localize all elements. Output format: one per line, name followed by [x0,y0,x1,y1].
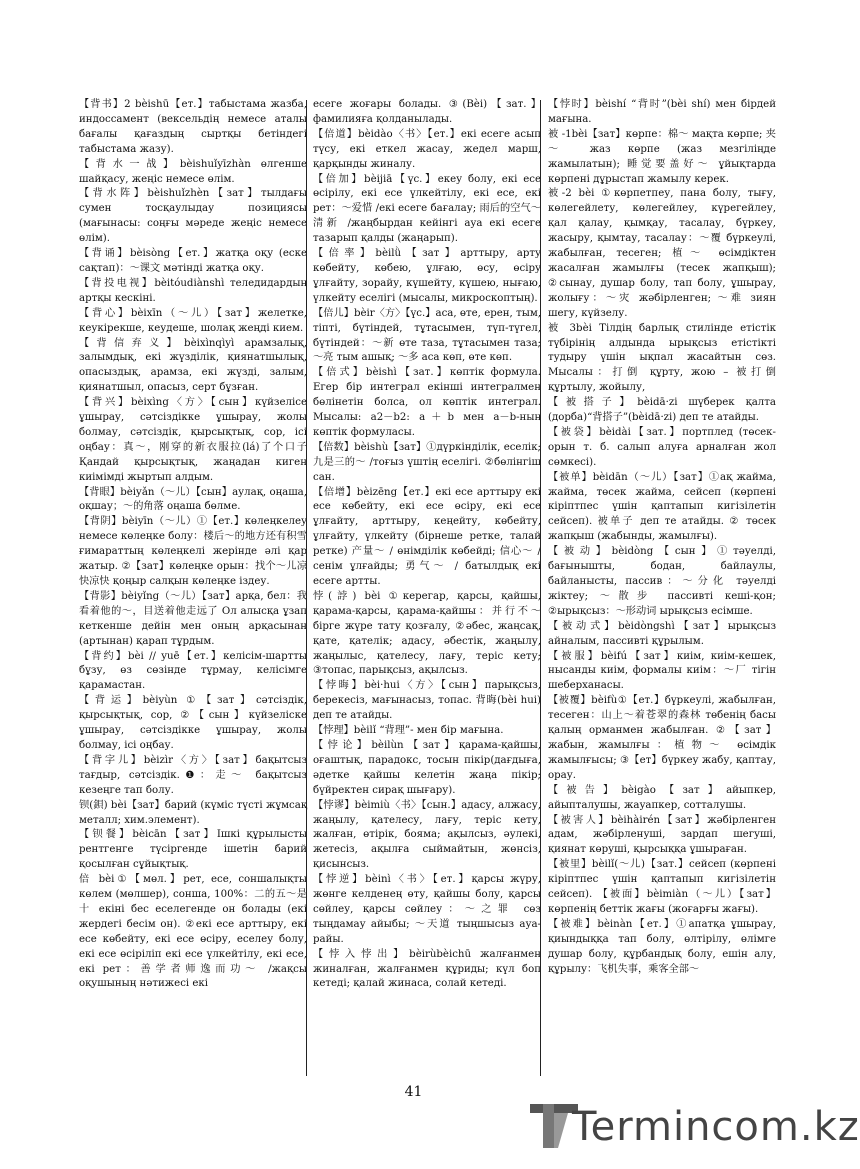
dictionary-entry: 【悖谬】bèimiù〈书〉【сын.】адасу, алжасу, жаңылу, қателесу, лағу, теріс кету, жалған, өтірік, бояма; ақылсыз, әулекі, жетесіз, ақылға сыймайтын, жөнсіз, қисынсыз. [313,799,541,871]
dictionary-entry: 钡(鋇) bèi【зат】барий (күміс түсті жұмсақ металл; хим.элемент). [79,799,307,826]
dictionary-entry: 【倍增】bèizēng【ет.】екі есе арттыру екі есе көбейту, екі есе өсіру, екі есе ұлғайту, арттыру, кеңейту, көбейту, ұлғайту, үлкейту (бірнеше ретке, талай ретке) 产量～ / өнімділік көбейді; 信心～ / сенім ұлғайды; 勇气～ / батылдық екі есеге артты. [313,486,541,587]
dictionary-entry: 【钡餐】bèicān【зат】Ішкі құрылысты рентгенге түсіргенде ішетін барий қосылған сұйықтық. [79,829,307,871]
logo-wordmark: Termincom.kz [572,1104,860,1150]
dictionary-entry: 【背书】2 bèishū【ет.】табыстама жазба, индоссамент (вексельдің немесе аталы бағалы қағаздың сыртқы бетіндегі табыстама жазу). [79,99,307,155]
dictionary-entry: 【被动式】bèidòngshì【зат】ырықсыз айналым, пассивті құрылым. [548,620,776,647]
dictionary-entry: 被-2 bèi ①көрпетпеу, пана болу, тығу, көлегейлету, көлегейлеу, күрегейлеу, қал қалау, қымқау, тасалау, бүркеу, жасыру, қымтау, тасалау：～覆 бүркеулі, жабылған, тесеген; 植～ өсімдіктен жасалған жамылғы (тесек жапқыш); ②сынау, душар болу, тап болу, ұшырау, жолығу：～灾 жәбірленген; ～难 зиян шегу, күйзелу. [548,188,776,319]
dictionary-entry: 【背字儿】bèizìr〈方〉【зат】бақытсыз тағдыр, сәтсіздік.❶：走～ бақытсыз кезеңге тап болу. [79,754,307,796]
dictionary-entry: 【悖时】bèishí “背时”(bèi shí) мен бірдей мағына. [548,99,776,125]
dictionary-entry: 【悖入悖出】bèirùbèichū жалғанмен жиналған, жалғанмен құриды; күл боп кетеді; қалай жинаса, солай кетеді. [313,948,541,990]
dictionary-entry: 被 3bèi Тілдің барлық стилінде етістік түбірінің алдында ырықсыз етістікті тудыру үшін ықпал жасайтын сөз. Мысалы：打倒 құрту, жою – 被打倒 құртылу, жойылу, [548,322,776,394]
dictionary-entry: 【悖逆】bèinì〈书〉【ет.】қарсы жүру, жөнге келденең өту, қайшы болу, қарсы сөйлеу, қарсы сөйлеу：～之罪 сөз тыңдамау айыбы; ～天道 тыңшысыз ауа-райы. [313,874,541,945]
dictionary-entry: 【悖晦】bèi·hui〈方〉【сын】парықсыз, берекесіз, мағынасыз, топас. 背晦(bèi hui) деп те атайды. [313,680,541,722]
dictionary-entry: 【背水阵】bèishuǐzhèn【зат】тылдағы сумен тосқаулыдау позициясы (мағынасы: соңғы мәреде жеңіс немесе өлім). [79,188,307,245]
dictionary-column-2 [313,98,541,1078]
dictionary-entry: 【背兴】bèixìng〈方〉【сын】күйзелісе ұшырау, сәтсіздікке ұшырау, жолы болмау, сәтсіздік, қырсықтық, сор, ісі оңбау：真～，刚穿的新衣服拉(lá)了个口子 Қандай қырсықтық, жаңадан киген киімімді жыртып алдым. [79,397,307,483]
dictionary-entry: 【被袋】bèidài【зат.】портплед (төсек-орын т. б. салып алуға арналған жол сөмкесі). [548,426,776,468]
column-divider [306,100,307,1076]
dictionary-entry: 【背运】bèiyùn ①【зат】сәтсіздік, қырсықтық, сор, ②【сын】күйзеліске ұшырау, сәтсіздікке ұшырау, жолы болмау, ісі оңбау. [79,695,307,751]
dictionary-entry: 【被告】bèigào【зат】айыпкер, айыпталушы, жауапкер, сотталушы. [548,784,776,811]
dictionary-entry: 【倍率】bèilǜ【зат】арттыру, арту көбейту, көбею, ұлғаю, өсу, өсіру ұлғайту, зорайу, күшейту, күшею, нығаю, үлкейту еселігі (мысалы, микроскоптың). [313,248,541,304]
page-number: 41 [404,1084,423,1100]
dictionary-entry: 【倍数】bèishù【зат】①дүркінділік, еселік; 九是三的～ /тоғыз үштің еселігі. ②бөлінгіш сан. [313,441,541,483]
dictionary-entry: есеге жоғары болады. ③(Bèi)【зат.】фамилияға қолданылады. [313,99,541,125]
dictionary-entry: 【背约】bèi // yuē【ет.】келісім-шартты бұзу, өз сөзінде тұрмау, келісімге қарамастан. [79,650,307,692]
dictionary-entry: 【背心】bèixīn（～儿）【зат】желетке, кеукірекше, кеудеше, шолақ жеңді кием. [79,307,307,334]
dictionary-entry: 【被单】bèidān（～儿）【зат】①ақ жайма, жайма, төсек жайма, сейсеп (көрпені кіріптпес үшін қаптапып кигізілетін сейсеп). 被单子 деп те атайды. ② төсек жапқыш (жабынды, жамылғы). [548,471,776,543]
termincom-logo [528,1098,860,1154]
dictionary-entry: 【背信弃义】bèixìnqìyì арамзалық, залымдық, екі жүзділік, қиянатшылық, опасыздық, арамза, екі жүзді, залым, қиянатшыл, опасыз, серт бұзған. [79,337,307,394]
dictionary-entry: 【背影】bèiyǐng（～儿）【зат】арқа, бел：我看着他的～，目送着他走远了 Ол алысқа ұзап кеткенше дейін мен оның арқасынан (артынан) қарап тұрдым. [79,590,307,647]
dictionary-entry: 【被动】bèidòng【сын】①тәуелді, бағынышты, бодан, байлаулы, байланысты, пассив：～分化 тәуелді жіктеу; ～散步 пассивті кешi-қон; ②ырықсыз：～形动词 ырықсыз есімше. [548,546,776,617]
dictionary-entry: 【背诵】bèisòng【ет.】жатқа оқу (еске сақтап)：～课文 мәтінді жатқа оқу. [79,248,307,274]
dictionary-entry: 被 -1bèi【зат】көрпе：棉～ мақта көрпе; 夹～ жаз көрпе (жаз мезгіліңде жамылатын); 睡觉要盖好～ ұйықтарда көрпені дұрыстап жамылу керек. [548,128,776,185]
dictionary-column-1 [79,98,307,1078]
dictionary-entry: 【背阴】bèiyīn（～儿）①【ет.】көлеңкелеу немесе көлеңке болу：楼后～的地方还有积雪 ғимараттың көлеңкелі жерінде әлі қар жатыр. ②【зат】көлеңке орын：找个～儿凉快凉快 қоңыр салқын көлеңке іздеу. [79,516,307,587]
dictionary-entry: 倍 bèi①【мөл.】рет, есе, соншалықты көлем (мөлшер), сонша, 100%：二的五～是十 екіні бес еселегенде он болады (екі жердегі бесім он). ②екі есе арттыру, екі есе көбейту, екі есе өсіру, еселеу болу, екі есе өсіріліп екі есе үлкейтілу, екі есе, екі рет：善学者师逸而功～ /жақсы оқушының нәтижесі екі [79,874,307,990]
dictionary-entry: 【被覆】bèifù①【ет.】бүркеулі, жабылған, тесеген：山上～着苍翠的森林 төбенің басы қалың орманмен жабылған. ②【зат】жабын, жамылғы：植物～ өсімдік жамылғысы; ③【ет】бүркеу жабу, қаптау, орау. [548,695,776,781]
column-divider [540,100,541,1076]
dictionary-entry: 【被服】bèifú【зат】киім, киім-кешек, нысанды киім, формалы киім：～厂 тігін шеберханасы. [548,650,776,692]
dictionary-entry: 悖(誖) bèi ①керегар, қарсы, қайшы, қарама-қарсы, қарама-қайшы：并行不～ бірге жүре тату қозғалу, ②әбес, жаңсақ, қате, қателік; адасу, әбестік, жаңылу, жаңылыс, қателесу, лағу, теріс кету; ③топас, парықсыз, ақылсыз. [313,590,541,677]
dictionary-entry: 【被搭子】bèidā·zi шүберек қалта (дорба)“背搭子”(bèidā·zi) деп те атайды. [548,397,776,424]
dictionary-entry: 【背眼】bèiyǎn（～儿）【сын】аулақ, оңаша, оқшау；～的角落 оңаша бөлме. [79,486,307,513]
dictionary-entry: 【被害人】bèihàirén【зат】жәбірленген адам, жәбірленуші, зардап шегуші, қиянат көруші, қырсыққа ұшыраған. [548,814,776,856]
dictionary-entry: 【倍式】bèishì【зат.】көптік формула. Егер бір интеграл екінші интегралмен бөлінетін болса, ол көптік интеграл. Мысалы: a2－b2: a＋b мен a－b-ның көптік формуласы. [313,367,541,438]
dictionary-entry: 【倍道】bèidào〈书〉【ет.】екі есеге асып түсу, екі еткел жасау, жедел марш, қарқынды жиналу. [313,128,541,170]
dictionary-entry: 【被里】bèilǐ(～儿)【зат.】сейсеп (көрпені кіріптпес үшін қаптапып кигізілетін сейсеп). 【被面】bèimiàn（～儿）【зат】көрпенің беттік жағы (жоғарғы жағы). [548,859,776,915]
dictionary-entry: 【背投电视】bèitóudiànshì теледидардың артқы кескіні. [79,277,307,304]
dictionary-entry: 【悖理】bèilǐ “背理”- мен бір мағына. [313,725,504,737]
dictionary-column-3 [548,98,776,1078]
dictionary-entry: 【背水一战】bèishuǐyīzhàn өлгенше шайқасу, жеңіс немесе өлім. [79,158,307,185]
dictionary-entry: 【倍儿】bèir〈方〉【үс.】аса, өте, ерен, тым, тіпті, бүтіндей, тұтасымен, түп-түгел, бүтіндей：～新 өте таза, тұтасымен таза; ～亮 тым ашық; ～多 аса көп, өте көп. [313,307,541,364]
dictionary-entry: 【倍加】bèijiā【үс.】екеу болу, екі есе өсірілу, екі есе үлкейтілу, екі есе, екі рет：～爱惜 /екі есеге бағалау; 雨后的空气～清新 /жаңбырдан кейінгі ауа екі есеге тазарып қалды (жаңарып). [313,173,541,245]
dictionary-entry: 【被难】bèinàn【ет.】①апатқа ұшырау, қиындыққа тап болу, өлтірілу, өлімге душар болу, құрбандық болу, ешін алу, құрылу：飞机失事，乘客全部～ [548,918,776,975]
dictionary-entry: 【悖论】bèilùn【зат】қарама-қайшы, оғаштық, парадокс, тосын пікір(дағдыға, әдетке қайшы келетін жаңа пікір; бүйректен сирақ шығару). [313,739,541,796]
